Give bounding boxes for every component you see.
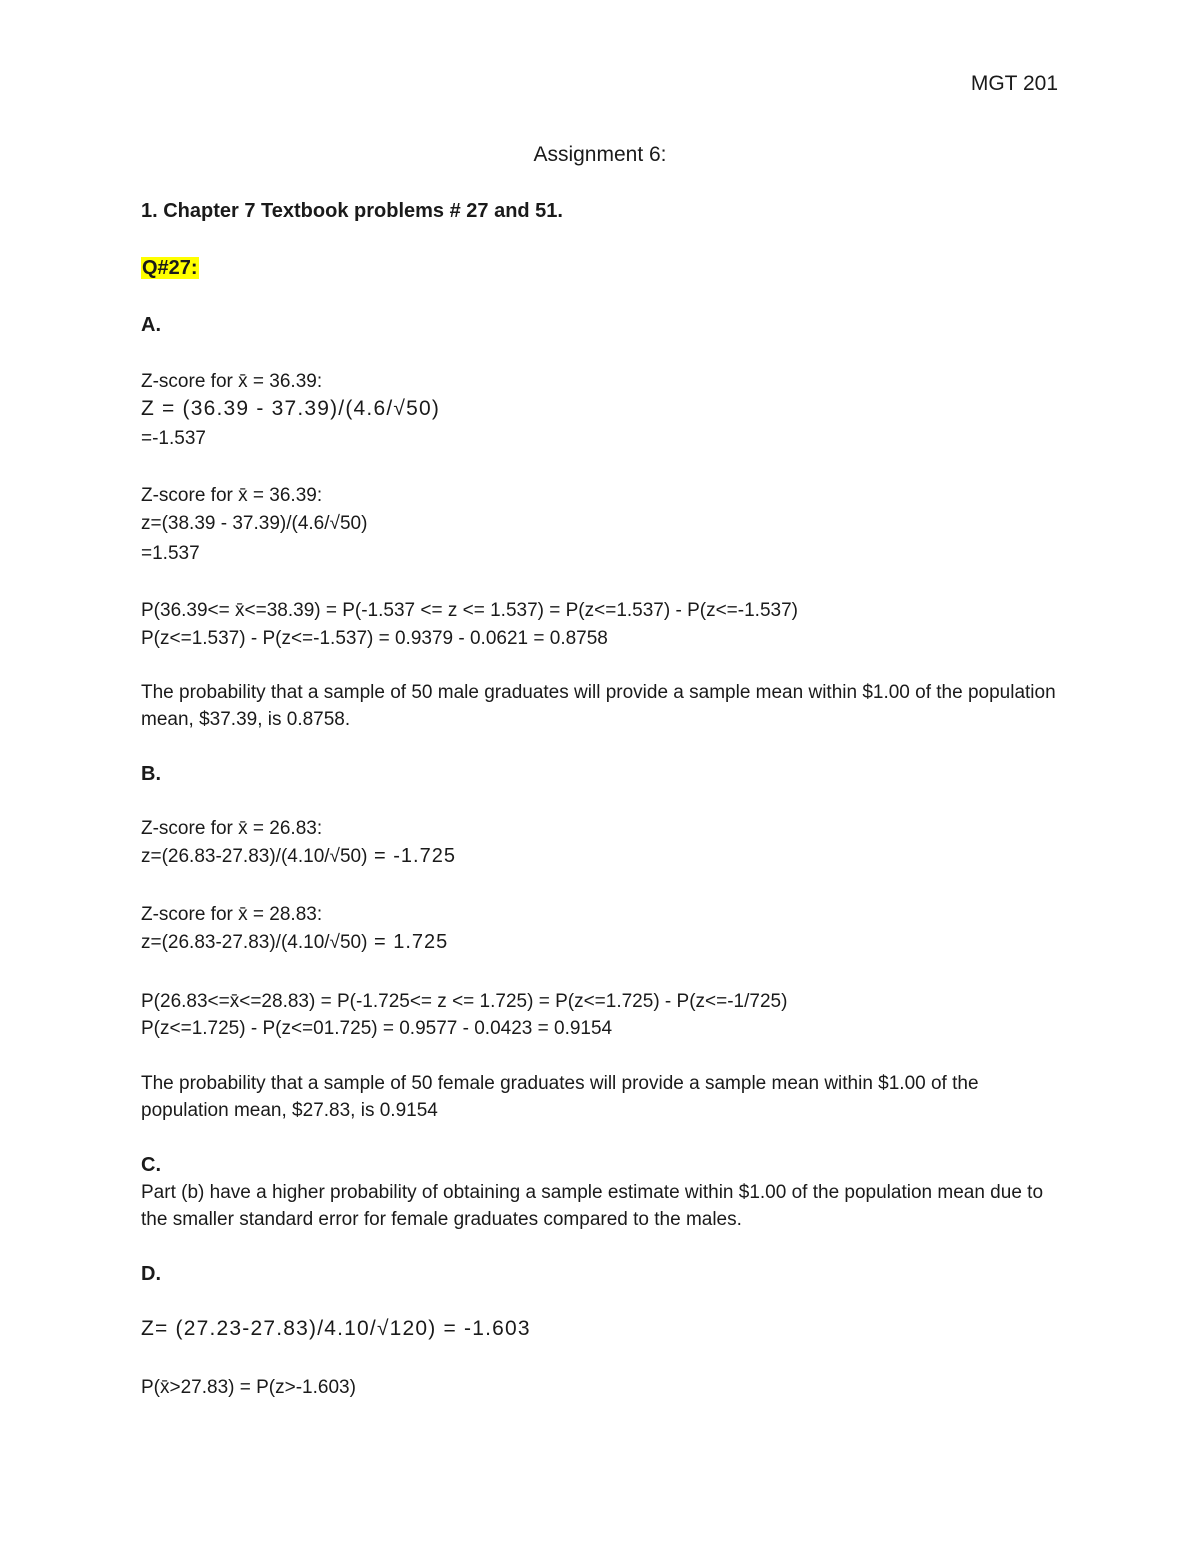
part-b-z1-formula: z=(26.83-27.83)/(4.10/√50) bbox=[141, 846, 368, 867]
part-b-conclusion: The probability that a sample of 50 female graduates will provide a sample mean within $1.00 of the population mean, $27.83, is 0.9154 bbox=[141, 1073, 979, 1121]
part-d-label: D. bbox=[141, 1263, 161, 1285]
part-a-label: A. bbox=[141, 314, 161, 336]
part-d-prob: P(x̄>27.83) = P(z>-1.603) bbox=[141, 1377, 356, 1398]
part-b-z2-line bbox=[141, 929, 448, 956]
part-b-prob2: P(z<=1.725) - P(z<=01.725) = 0.9577 - 0.0423 = 0.9154 bbox=[141, 1018, 613, 1039]
part-a-conclusion: The probability that a sample of 50 male graduates will provide a sample mean within $1.00 of the population mean, $37.39, is 0.8758. bbox=[141, 682, 1056, 730]
part-a-z2-result: =1.537 bbox=[141, 543, 200, 564]
part-a-z1-title: Z-score for x̄ = 36.39: bbox=[141, 371, 323, 392]
part-a-z1-result: =-1.537 bbox=[141, 428, 206, 449]
part-c-label: C. bbox=[141, 1154, 161, 1176]
assignment-title: Assignment 6: bbox=[533, 143, 667, 166]
course-header: MGT 201 bbox=[970, 72, 1058, 95]
part-d-formula: Z= (27.23-27.83)/4.10/√120) = -1.603 bbox=[141, 1317, 531, 1340]
part-b-z2-title: Z-score for x̄ = 28.83: bbox=[141, 904, 323, 925]
part-a-z2-formula: z=(38.39 - 37.39)/(4.6/√50) bbox=[141, 513, 368, 534]
part-b-label: B. bbox=[141, 763, 161, 785]
section-heading: 1. Chapter 7 Textbook problems # 27 and 51. bbox=[141, 200, 563, 222]
part-b-z2-result: = 1.725 bbox=[367, 931, 449, 953]
part-a-prob1: P(36.39<= x̄<=38.39) = P(-1.537 <= z <= 1.537) = P(z<=1.537) - P(z<=-1.537) bbox=[141, 600, 798, 621]
part-b-z1-result: = -1.725 bbox=[367, 845, 456, 867]
part-a-prob2: P(z<=1.537) - P(z<=-1.537) = 0.9379 - 0.0621 = 0.8758 bbox=[141, 628, 608, 649]
question-label: Q#27: bbox=[142, 257, 198, 279]
part-b-z1-line bbox=[141, 843, 456, 870]
part-c-text: Part (b) have a higher probability of obtaining a sample estimate within $1.00 of the population mean due to the smaller standard error for female graduates compared to the males. bbox=[141, 1182, 1044, 1230]
part-a-z2-title: Z-score for x̄ = 36.39: bbox=[141, 485, 323, 506]
question-label-wrap bbox=[141, 255, 199, 282]
part-b-z1-title: Z-score for x̄ = 26.83: bbox=[141, 818, 323, 839]
part-b-z2-formula: z=(26.83-27.83)/(4.10/√50) bbox=[141, 932, 368, 953]
part-a-z1-formula: Z = (36.39 - 37.39)/(4.6/√50) bbox=[141, 397, 441, 420]
part-b-prob1: P(26.83<=x̄<=28.83) = P(-1.725<= z <= 1.725) = P(z<=1.725) - P(z<=-1/725) bbox=[141, 991, 788, 1012]
